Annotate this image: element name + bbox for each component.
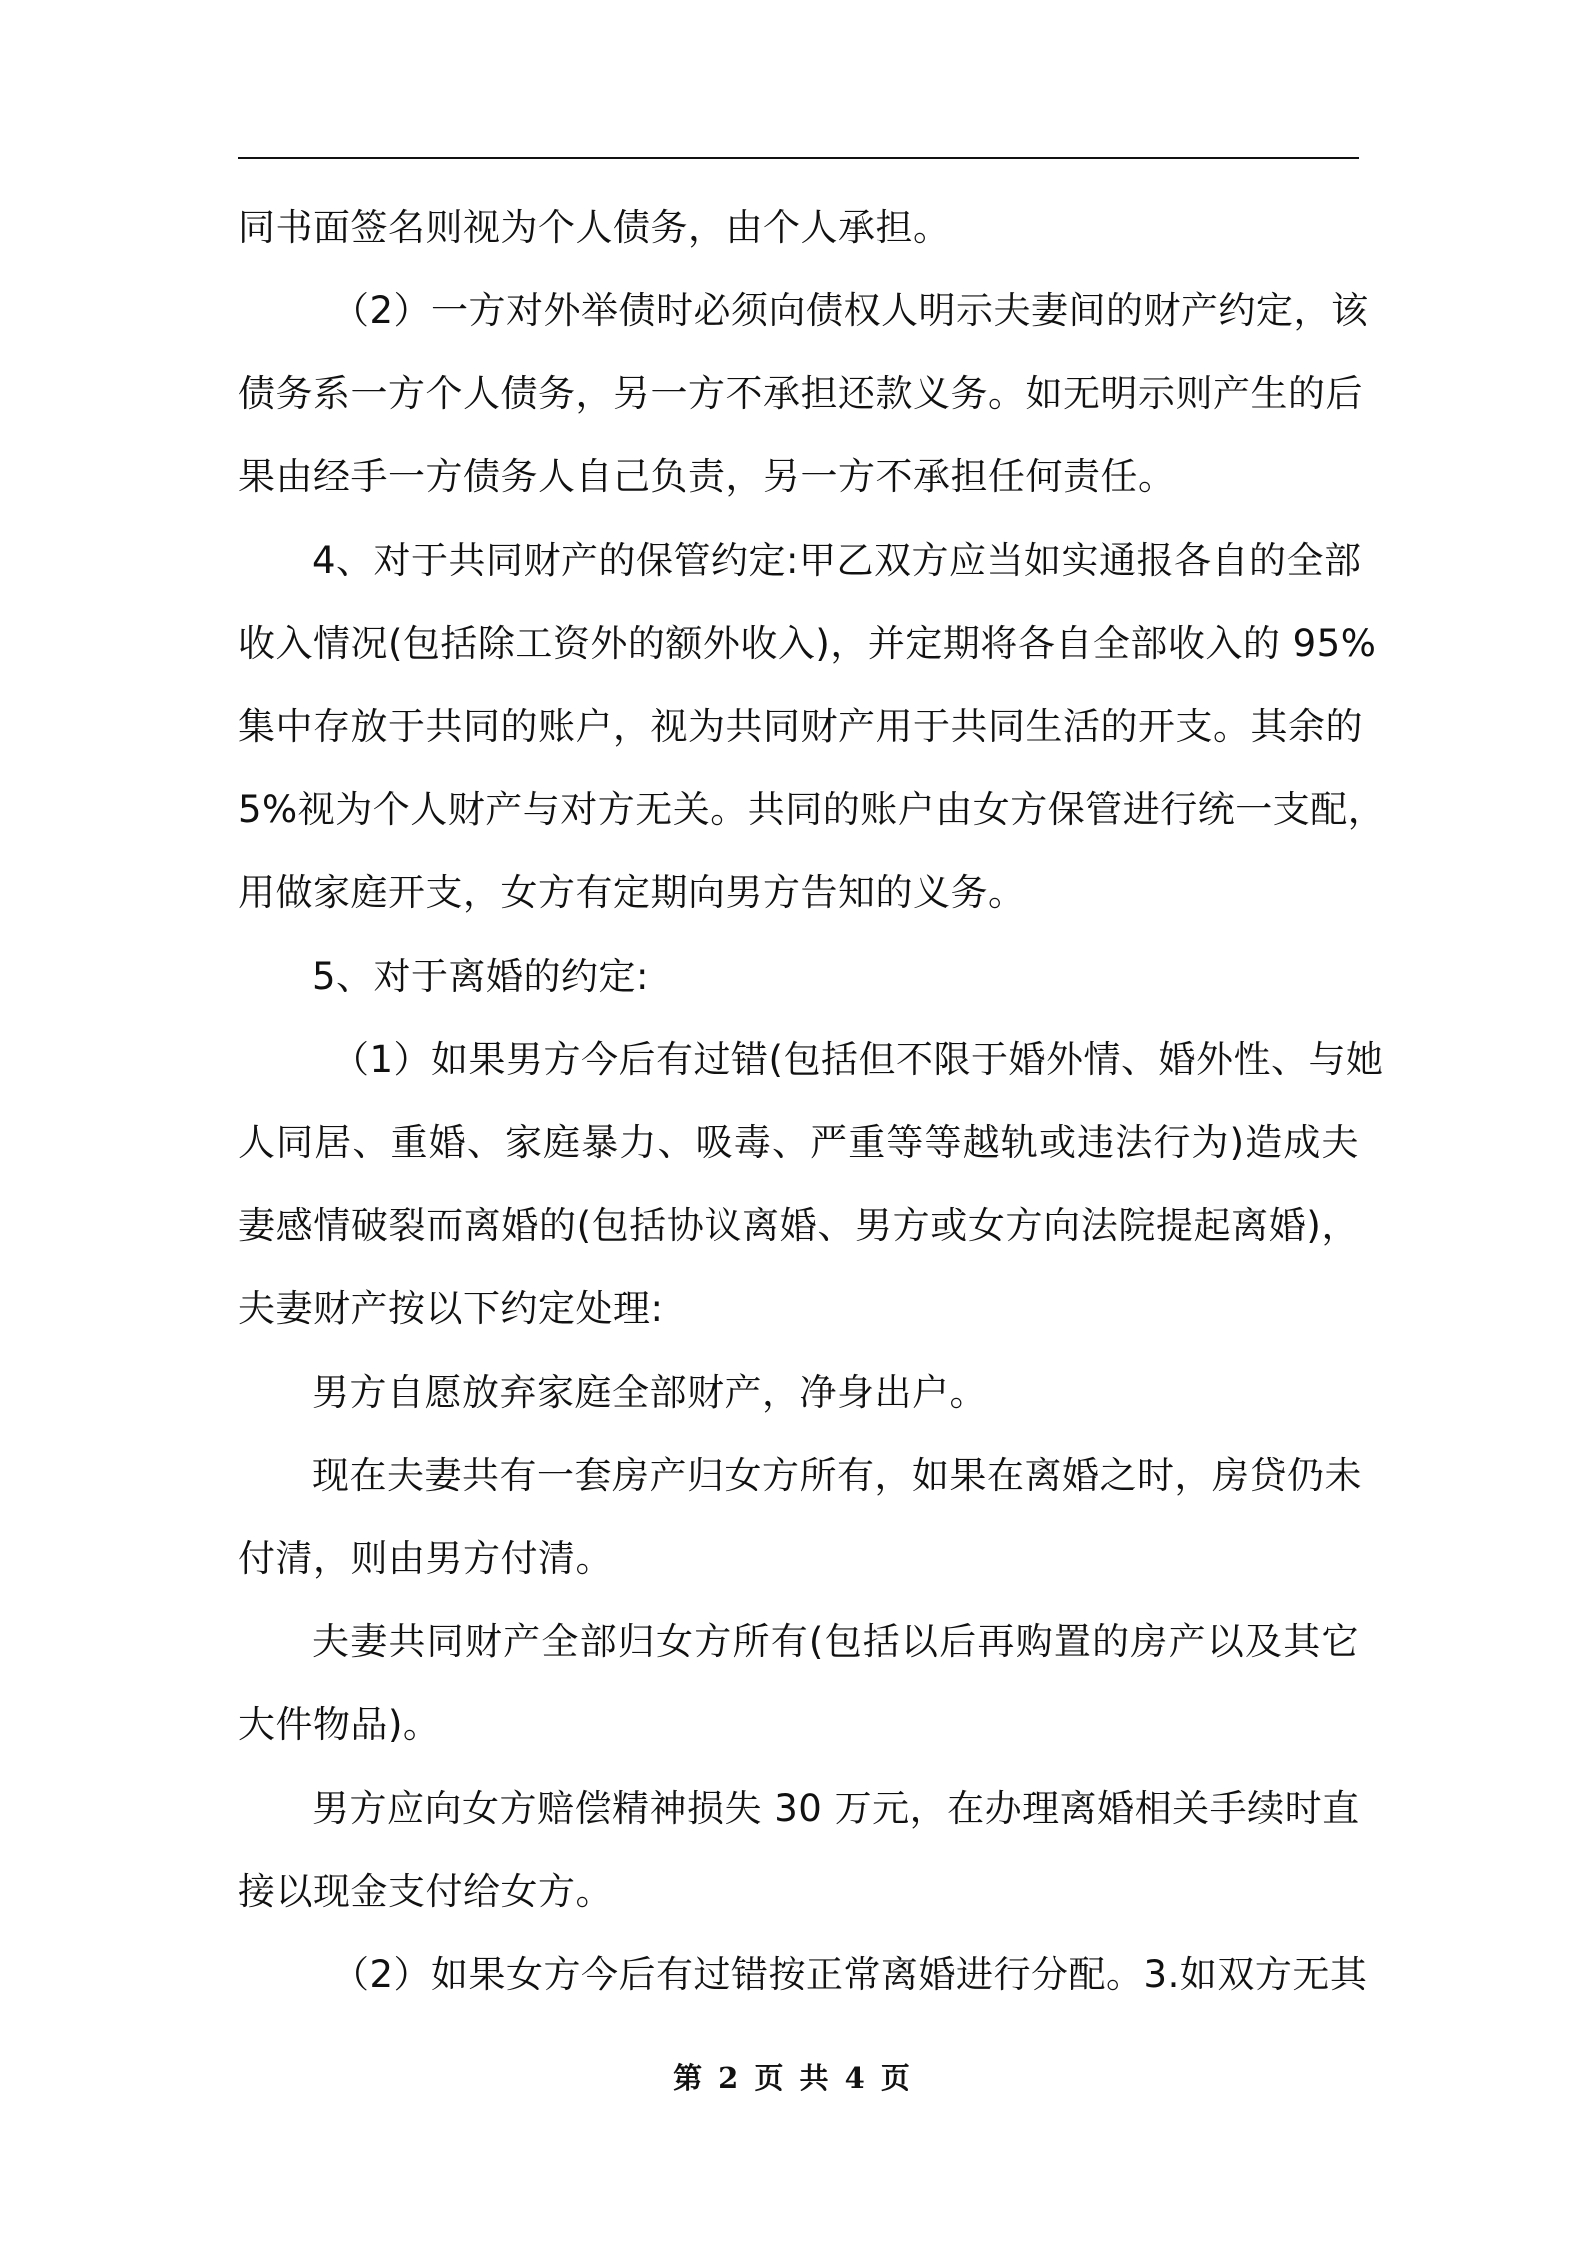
text-line: 夫妻共同财产全部归女方所有(包括以后再购置的房产以及其它 <box>312 1620 1359 1663</box>
text-line: 债务系一方个人债务，另一方不承担还款义务。如无明示则产生的后 <box>238 372 1363 415</box>
text-line: 同书面签名则视为个人债务，由个人承担。 <box>238 206 951 249</box>
text-line: 5、对于离婚的约定: <box>312 955 650 998</box>
text-line: 男方应向女方赔偿精神损失 30 万元，在办理离婚相关手续时直 <box>312 1787 1360 1830</box>
text-line: 收入情况(包括除工资外的额外收入)，并定期将各自全部收入的 95% <box>238 622 1377 665</box>
text-line: 4、对于共同财产的保管约定:甲乙双方应当如实通报各自的全部 <box>312 539 1362 582</box>
header-rule <box>238 157 1359 159</box>
text-line: 用做家庭开支，女方有定期向男方告知的义务。 <box>238 871 1026 914</box>
text-line: 集中存放于共同的账户，视为共同财产用于共同生活的开支。其余的 <box>238 705 1363 748</box>
text-line: 人同居、重婚、家庭暴力、吸毒、严重等等越轨或违法行为)造成夫 <box>238 1121 1359 1164</box>
text-line: 果由经手一方债务人自己负责，另一方不承担任何责任。 <box>238 455 1176 498</box>
page-number-footer: 第 2 页 共 4 页 <box>673 2061 913 2095</box>
text-line: 接以现金支付给女方。 <box>238 1870 613 1913</box>
text-line: 妻感情破裂而离婚的(包括协议离婚、男方或女方向法院提起离婚)， <box>238 1204 1359 1247</box>
text-line: 现在夫妻共有一套房产归女方所有，如果在离婚之时，房贷仍未 <box>312 1454 1362 1497</box>
text-line: 5%视为个人财产与对方无关。共同的账户由女方保管进行统一支配， <box>238 788 1386 831</box>
text-line: 大件物品)。 <box>238 1703 441 1746</box>
text-line: （1）如果男方今后有过错(包括但不限于婚外情、婚外性、与她 <box>332 1038 1384 1081</box>
text-line: 付清，则由男方付清。 <box>238 1537 613 1580</box>
text-line: 夫妻财产按以下约定处理: <box>238 1287 664 1330</box>
text-line: （2）一方对外举债时必须向债权人明示夫妻间的财产约定，该 <box>332 289 1369 332</box>
text-line: 男方自愿放弃家庭全部财产，净身出户。 <box>312 1371 987 1414</box>
text-line: （2）如果女方今后有过错按正常离婚进行分配。3.如双方无其 <box>332 1953 1368 1996</box>
